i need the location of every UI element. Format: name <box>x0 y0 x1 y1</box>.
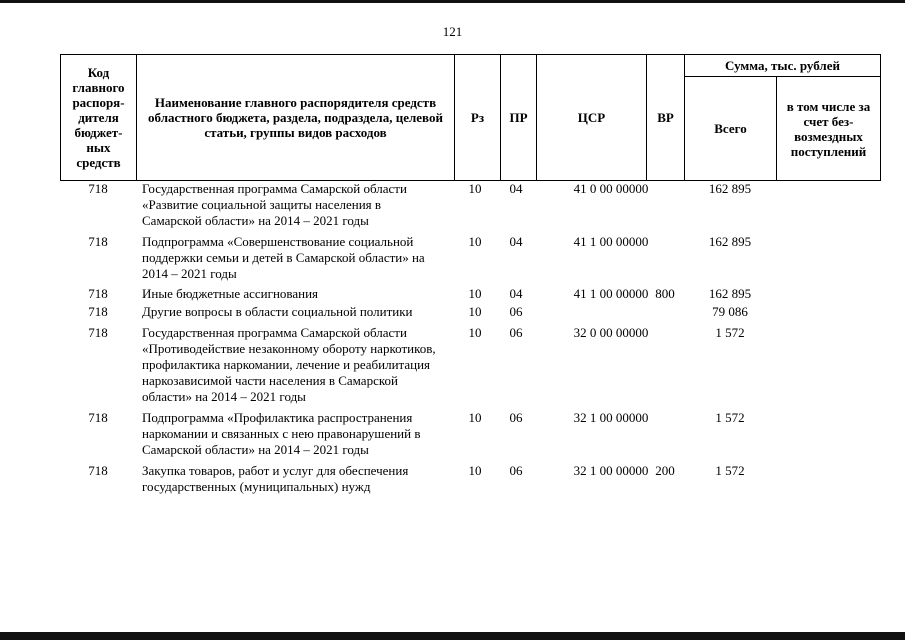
cell-code: 718 <box>88 325 108 340</box>
header-pr: ПР <box>501 55 537 181</box>
cell-code: 718 <box>88 286 108 301</box>
cell-vr: 800 <box>655 286 675 301</box>
cell-csr: 41 1 00 00000 <box>573 234 649 249</box>
table-row <box>60 325 880 405</box>
header-sum: Сумма, тыс. рублей <box>685 55 881 77</box>
page-bottom-border <box>0 632 905 640</box>
table-row <box>60 181 880 229</box>
cell-code: 718 <box>88 234 108 249</box>
table-row <box>60 234 880 282</box>
cell-name: Закупка товаров, работ и услуг для обеспечения государственных (муниципальных) нужд <box>142 463 409 494</box>
cell-rz: 10 <box>468 325 482 340</box>
header-csr: ЦСР <box>537 55 647 181</box>
cell-pr: 06 <box>509 304 523 319</box>
cell-rz: 10 <box>468 286 482 301</box>
table-row <box>60 463 880 495</box>
cell-rz: 10 <box>468 304 482 319</box>
table-row <box>60 410 880 458</box>
cell-name: Подпрограмма «Совершенствование социальной поддержки семьи и детей в Самарской области» на 2014 – 2021 годы <box>142 234 425 281</box>
table-header <box>60 54 881 181</box>
cell-name: Государственная программа Самарской области «Развитие социальной защиты населения в Самарской области» на 2014 – 2021 годы <box>142 181 407 228</box>
cell-pr: 04 <box>509 181 523 196</box>
cell-pr: 04 <box>509 286 523 301</box>
header-total: Всего <box>685 77 777 181</box>
header-vr: ВР <box>647 55 685 181</box>
cell-total: 79 086 <box>712 304 748 319</box>
cell-total: 1 572 <box>715 410 745 425</box>
cell-pr: 06 <box>509 410 523 425</box>
cell-name: Иные бюджетные ассигнования <box>142 286 319 301</box>
cell-csr: 41 1 00 00000 <box>573 286 649 301</box>
cell-csr: 41 0 00 00000 <box>573 181 649 196</box>
table-row <box>60 286 880 302</box>
cell-code: 718 <box>88 463 108 478</box>
cell-total: 162 895 <box>708 234 752 249</box>
cell-total: 162 895 <box>708 286 752 301</box>
cell-pr: 04 <box>509 234 523 249</box>
cell-csr: 32 1 00 00000 <box>573 410 649 425</box>
page-number: 121 <box>442 24 463 39</box>
cell-name: Государственная программа Самарской области «Противодействие незаконному обороту наркотиков, профилактика наркомании, лечение и реабилитация наркозависимой части населения в Самарской области» на 2014 – 2021 годы <box>142 325 436 404</box>
cell-code: 718 <box>88 410 108 425</box>
cell-total: 1 572 <box>715 325 745 340</box>
cell-total: 162 895 <box>708 181 752 196</box>
page-top-border <box>0 0 905 3</box>
cell-pr: 06 <box>509 325 523 340</box>
cell-csr: 32 0 00 00000 <box>573 325 649 340</box>
header-rz: Рз <box>455 55 501 181</box>
cell-pr: 06 <box>509 463 523 478</box>
cell-total: 1 572 <box>715 463 745 478</box>
cell-name: Подпрограмма «Профилактика распространения наркомании и связанных с нею правонарушений в Самарской области» на 2014 – 2021 годы <box>142 410 421 457</box>
cell-rz: 10 <box>468 181 482 196</box>
cell-name: Другие вопросы в области социальной политики <box>142 304 413 319</box>
header-name: Наименование главного распорядителя средств областного бюджета, раздела, подраздела, целевой статьи, группы видов расходов <box>137 55 455 181</box>
table-row <box>60 304 880 320</box>
header-code: Код главного распоря-дителя бюджет-ных средств <box>61 55 137 181</box>
cell-code: 718 <box>88 304 108 319</box>
cell-csr: 32 1 00 00000 <box>573 463 649 478</box>
cell-vr: 200 <box>655 463 675 478</box>
table-body <box>60 181 880 495</box>
cell-rz: 10 <box>468 410 482 425</box>
cell-code: 718 <box>88 181 108 196</box>
cell-rz: 10 <box>468 234 482 249</box>
cell-rz: 10 <box>468 463 482 478</box>
header-incl: в том числе за счет без-возмездных поступлений <box>777 77 881 181</box>
